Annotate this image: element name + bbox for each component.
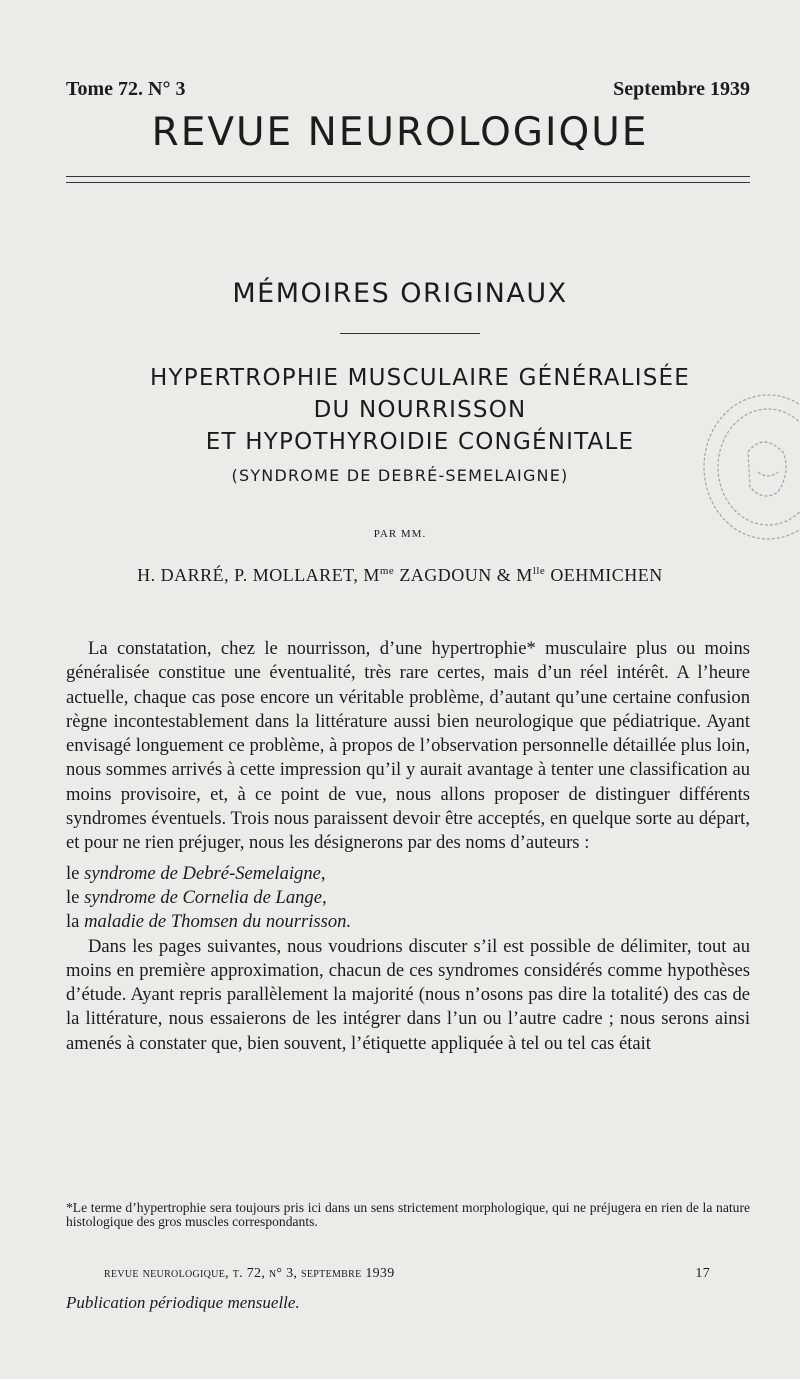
journal-title: REVUE NEUROLOGIQUE (151, 110, 649, 155)
article-subtitle: (SYNDROME DE DEBRÉ-SEMELAIGNE) (231, 466, 569, 485)
library-stamp-icon (688, 392, 800, 542)
article-title-line: DU NOURRISSON (313, 397, 527, 423)
citation-line: revue neurologique, t. 72, n° 3, septembre 1939 (104, 1266, 395, 1281)
body-paragraph: La constatation, chez le nourrisson, d’une hypertrophie* musculaire plus ou moins généralisée constitue une éventualité, très rare certes, mais d’un réel intérêt. A l’heure actuelle, chaque cas pose encore un véritable problème, d’autant qu’une certaine confusion règne incontestablement dans la littérature aussi bien neurologique que pédiatrique. Ayant envisagé longuement ce problème, à propos de l’observation personnelle détaillée plus loin, nous sommes arrivés à cette impression qu’il y aurait avantage à tenter une classification au moins provisoire, et, à ce point de vue, nous allons proposer de distinguer différents syndromes éventuels. Trois nous paraissent devoir être acceptés, en quelque sorte au départ, et pour ne rien préjuger, nous les désignerons par des noms d’auteurs : (66, 638, 750, 854)
authors-text: ZAGDOUN & M (394, 565, 533, 585)
syndrome-item (66, 862, 750, 886)
publication-note: Publication périodique mensuelle. (66, 1293, 300, 1312)
article-title-line: ET HYPOTHYROIDIE CONGÉNITALE (205, 429, 635, 455)
syndrome-item (66, 910, 750, 934)
header-rule (66, 176, 750, 177)
syndrome-name: syndrome de Cornelia de Lange, (84, 886, 327, 908)
syndrome-article: la (66, 911, 80, 933)
header-rule-second (66, 182, 750, 183)
issue-date: Septembre 1939 (613, 78, 750, 100)
authors-text: H. DARRÉ, P. MOLLARET, M (137, 565, 380, 585)
footnote: *Le terme d’hypertrophie sera toujours pris ici dans un sens strictement morphologique, qui ne préjugera en rien de la nature histologique des gros muscles correspondants. (66, 1200, 750, 1229)
body-paragraph: Dans les pages suivantes, nous voudrions discuter s’il est possible de délimiter, tout au moins en première approximation, chacun de ces syndromes considérés comme hypothèses d’étude. Ayant repris parallèlement la majorité (nous n’osons pas dire la totalité) des cas de la littérature, nous essaierons de les intégrer dans l’un ou l’autre cadre ; nous serons ainsi amenés à constater que, bien souvent, l’étiquette appliquée à tel ou tel cas était (66, 935, 750, 1054)
by-label: PAR MM. (373, 528, 427, 540)
syndrome-article: le (66, 862, 80, 884)
authors-sup: me (379, 565, 395, 577)
syndrome-item (66, 886, 750, 910)
syndrome-name: syndrome de Debré-Semelaigne, (84, 862, 326, 884)
page-number: 17 (695, 1266, 710, 1281)
syndrome-article: le (66, 886, 80, 908)
article-title-line: HYPERTROPHIE MUSCULAIRE GÉNÉRALISÉE (150, 365, 690, 391)
authors-sup: lle (532, 565, 546, 577)
section-divider (340, 333, 480, 334)
article-body (66, 637, 750, 1056)
article-title (40, 362, 800, 458)
running-header (66, 78, 750, 106)
syndrome-name: maladie de Thomsen du nourrisson. (84, 911, 352, 933)
volume-number: Tome 72. N° 3 (66, 78, 186, 100)
section-title: MÉMOIRES ORIGINAUX (232, 278, 568, 309)
authors-line (0, 565, 800, 586)
authors-text: OEHMICHEN (545, 565, 663, 585)
